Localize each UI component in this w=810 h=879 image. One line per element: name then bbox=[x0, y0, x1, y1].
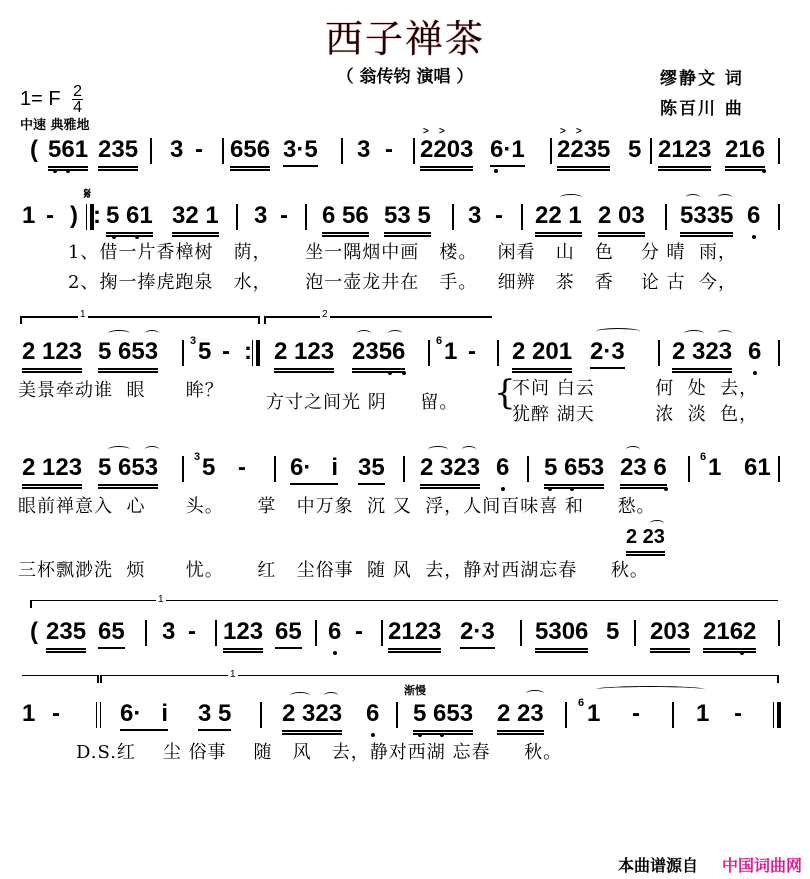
note: 1 bbox=[22, 202, 36, 229]
low-octave-dot bbox=[740, 651, 744, 655]
volta-end-line bbox=[22, 675, 98, 676]
low-octave-dot bbox=[418, 733, 422, 737]
note-group: 2123 bbox=[658, 136, 711, 171]
double-barline bbox=[100, 702, 101, 728]
barline bbox=[222, 138, 224, 164]
barline bbox=[182, 456, 184, 482]
lyric: 随 bbox=[253, 742, 273, 763]
dash: - bbox=[188, 618, 196, 645]
note-group: 5335 bbox=[680, 202, 733, 237]
lyric: 忧。 bbox=[185, 560, 224, 581]
grace-note: 6 bbox=[578, 697, 585, 709]
barline bbox=[182, 340, 184, 366]
dash: 61 bbox=[744, 454, 771, 481]
accent-mark: > bbox=[560, 126, 566, 137]
lyric: 1、借一片香樟树 bbox=[68, 242, 214, 263]
lyric: 荫， bbox=[233, 242, 272, 263]
barline bbox=[150, 138, 152, 164]
volta-tick bbox=[258, 316, 260, 324]
lyric: 坐一隅烟中画 bbox=[305, 242, 420, 263]
lyrics-line-6 bbox=[76, 738, 562, 764]
grace-note: 3 bbox=[194, 451, 201, 463]
lyrics-line-3-c2 bbox=[512, 400, 758, 426]
low-octave-dot bbox=[402, 371, 406, 375]
volta-2-number: 2 bbox=[322, 309, 328, 320]
lyrics-verse-2-line-4 bbox=[18, 556, 649, 582]
lyric: 水， bbox=[233, 272, 272, 293]
lyric: 山 bbox=[555, 242, 575, 263]
note: 5 bbox=[202, 454, 216, 481]
barline bbox=[634, 620, 636, 646]
note: 6 bbox=[328, 618, 342, 645]
time-sig-bottom: 4 bbox=[73, 99, 83, 116]
volta-1-bracket bbox=[30, 600, 778, 601]
barline bbox=[672, 702, 674, 728]
final-barline bbox=[773, 702, 774, 728]
lyrics-line-3-b bbox=[266, 388, 458, 414]
dash: - bbox=[495, 202, 503, 229]
barline bbox=[650, 138, 652, 164]
note-group: 656 bbox=[230, 136, 270, 171]
low-octave-dot bbox=[66, 169, 70, 173]
barline bbox=[688, 456, 690, 482]
lyric: 忘春 bbox=[452, 742, 491, 763]
note-group: 2 323 bbox=[420, 454, 480, 489]
volta-1-bracket bbox=[20, 316, 260, 318]
barline bbox=[215, 620, 217, 646]
slur bbox=[626, 446, 640, 453]
lyric: 心 bbox=[126, 496, 146, 517]
dash: - bbox=[468, 338, 476, 365]
note-group: 2 03 bbox=[598, 202, 645, 237]
segno-icon: 𝄋 bbox=[84, 184, 91, 203]
lyric: 分 bbox=[640, 242, 660, 263]
note-group: 2356 bbox=[352, 338, 405, 373]
note-group: 6·1 bbox=[490, 136, 525, 167]
lyric: 白云 bbox=[556, 378, 595, 399]
lyric: 愁。 bbox=[617, 496, 656, 517]
tie bbox=[595, 686, 705, 693]
lyricist-credit: 缪静文 词 bbox=[660, 69, 744, 89]
source-site-link[interactable]: 中国词曲网 bbox=[721, 856, 802, 875]
note-group: 2203 bbox=[420, 136, 473, 171]
low-octave-dot bbox=[570, 487, 574, 491]
volta-tick bbox=[20, 316, 22, 324]
volta-tick bbox=[100, 675, 102, 683]
singer-credit: （ 翁传钧 演唱 ） bbox=[336, 67, 474, 87]
volta-tick bbox=[264, 316, 266, 324]
lyric: 2、掬一捧虎跑泉 bbox=[68, 272, 214, 293]
time-sig-top: 2 bbox=[73, 83, 83, 100]
low-octave-dot bbox=[494, 169, 498, 173]
low-octave-dot bbox=[752, 235, 756, 239]
dash: - bbox=[385, 136, 393, 163]
lyric: 人间百味喜 bbox=[463, 496, 559, 517]
barline bbox=[145, 620, 147, 646]
low-octave-dot bbox=[53, 169, 57, 173]
note: 6 bbox=[366, 700, 380, 727]
lyric: 细辨 bbox=[497, 272, 536, 293]
note: 1 bbox=[708, 454, 722, 481]
note-group: 2123 bbox=[388, 618, 441, 653]
volta-2-bracket bbox=[264, 316, 492, 318]
note-group: 65 bbox=[98, 618, 125, 649]
note-group: 53 5 bbox=[384, 202, 431, 237]
low-octave-dot bbox=[664, 487, 668, 491]
lyric: 眼 bbox=[126, 380, 146, 401]
note: 1 bbox=[22, 700, 36, 727]
lyric: 浓 bbox=[655, 404, 675, 425]
final-barline bbox=[777, 702, 781, 728]
lyric-brace: { bbox=[494, 373, 516, 413]
note: 3 bbox=[254, 202, 268, 229]
note-group: 2·3 bbox=[460, 618, 495, 649]
barline bbox=[260, 702, 262, 728]
barline bbox=[778, 456, 780, 482]
lyric: 静对西湖 bbox=[369, 742, 446, 763]
dash: - bbox=[222, 338, 230, 365]
key-label: 1= F bbox=[20, 87, 61, 110]
barline bbox=[274, 456, 276, 482]
lyric: 色 bbox=[594, 242, 614, 263]
lyric: D.S.红 bbox=[76, 742, 136, 763]
slur bbox=[686, 194, 700, 201]
dash: - bbox=[52, 700, 60, 727]
note: 1 bbox=[696, 700, 710, 727]
slur bbox=[718, 194, 732, 201]
repeat-dots: : bbox=[93, 202, 101, 229]
barline bbox=[778, 340, 780, 366]
lyric: 湖天 bbox=[556, 404, 595, 425]
note-group: 5 653 bbox=[98, 338, 158, 373]
slur bbox=[684, 330, 704, 337]
dash: - bbox=[195, 136, 203, 163]
grace-note: 6 bbox=[436, 335, 443, 347]
barline bbox=[497, 340, 499, 366]
lyric: 香 bbox=[594, 272, 614, 293]
ritardando-marking: 渐慢 bbox=[404, 684, 426, 697]
accent-mark: > bbox=[423, 126, 429, 137]
note-group: 2 323 bbox=[282, 700, 342, 735]
note: 6· bbox=[290, 454, 312, 481]
lyric: 楼。 bbox=[439, 242, 478, 263]
note: 1 bbox=[444, 338, 458, 365]
lyric: 方寸之间光 bbox=[266, 392, 361, 413]
note-group: 2162 bbox=[703, 618, 756, 653]
note-group: 2 123 bbox=[22, 338, 82, 373]
slur bbox=[462, 446, 476, 453]
lyric: 色， bbox=[720, 404, 759, 425]
grace-note: 6 bbox=[700, 451, 707, 463]
slur bbox=[108, 446, 130, 453]
barline bbox=[527, 456, 529, 482]
lyric: 三杯飘渺洗 bbox=[18, 560, 113, 581]
note-high: i bbox=[161, 700, 169, 727]
low-octave-dot bbox=[371, 733, 375, 737]
note-group: 23 6 bbox=[620, 454, 667, 489]
lyric: 秋。 bbox=[524, 742, 563, 763]
low-octave-dot bbox=[762, 169, 766, 173]
repeat-dots: : bbox=[244, 338, 252, 365]
lyric: 随 bbox=[367, 560, 387, 581]
grace-note: 3 bbox=[190, 335, 197, 347]
note-group: 3 5 bbox=[198, 700, 231, 731]
lyric: 雨， bbox=[699, 242, 737, 263]
dash: - bbox=[355, 618, 363, 645]
lyric: 泡一壶龙井在 bbox=[305, 272, 420, 293]
lyric: 处 bbox=[687, 378, 707, 399]
note-group: 2·3 bbox=[590, 338, 625, 369]
note-group: 6 56 bbox=[322, 202, 369, 237]
lyric: 不问 bbox=[512, 378, 550, 399]
lyric: 风 bbox=[392, 560, 412, 581]
volta-1-number: 1 bbox=[80, 309, 86, 320]
lyric: 眼前禅意入 bbox=[18, 496, 113, 517]
slur bbox=[290, 692, 310, 699]
note-group: 5 653 bbox=[544, 454, 604, 489]
note-group: 561 bbox=[48, 136, 88, 171]
barline bbox=[413, 138, 415, 164]
lyric: 古 bbox=[666, 272, 686, 293]
note-group: 5 653 bbox=[98, 454, 158, 489]
lyric: 中万象 bbox=[296, 496, 354, 517]
note: 6· bbox=[120, 700, 142, 727]
lyric: 闲看 bbox=[497, 242, 536, 263]
dash: - bbox=[632, 700, 640, 727]
lyric: 和 bbox=[564, 496, 584, 517]
note: 3 bbox=[357, 136, 371, 163]
time-signature bbox=[72, 84, 83, 115]
lyric: 烦 bbox=[126, 560, 146, 581]
lyrics-verse-2-line-2 bbox=[68, 268, 737, 294]
note-group: 3·5 bbox=[283, 136, 318, 167]
note: 3 bbox=[170, 136, 184, 163]
lyrics-verse-1-line-4 bbox=[18, 492, 656, 518]
slur bbox=[428, 446, 448, 453]
volta-tick bbox=[30, 600, 32, 608]
fermata-slur bbox=[526, 690, 544, 697]
note-group: 235 bbox=[98, 136, 138, 171]
note-group: 2 201 bbox=[512, 338, 572, 373]
note-group: 5 653 bbox=[413, 700, 473, 735]
lyric: 去， bbox=[331, 742, 370, 763]
barline bbox=[565, 702, 567, 728]
lyric: 去， bbox=[425, 560, 464, 581]
lyrics-verse-1-line-2 bbox=[68, 238, 737, 264]
slur bbox=[145, 330, 159, 337]
barline bbox=[381, 620, 383, 646]
lyric: 又 bbox=[392, 496, 412, 517]
barline bbox=[778, 204, 780, 230]
lyric: 手。 bbox=[439, 272, 478, 293]
lyric: 今， bbox=[699, 272, 737, 293]
lyric: 头。 bbox=[185, 496, 224, 517]
note-group: 2 123 bbox=[22, 454, 82, 489]
barline bbox=[305, 204, 307, 230]
accent-mark: > bbox=[576, 126, 582, 137]
barline bbox=[658, 340, 660, 366]
note: 6 bbox=[748, 338, 762, 365]
slur bbox=[388, 330, 402, 337]
slur bbox=[357, 330, 371, 337]
lyric: 淡 bbox=[687, 404, 707, 425]
barline bbox=[778, 620, 780, 646]
barline bbox=[236, 204, 238, 230]
song-title: 西子禅茶 bbox=[324, 17, 485, 61]
repeat-end-barline bbox=[252, 340, 260, 366]
lyric: 阴 bbox=[367, 392, 387, 413]
low-octave-dot bbox=[388, 371, 392, 375]
note-group: 2235 bbox=[557, 136, 610, 171]
slur bbox=[718, 330, 732, 337]
note: 1 bbox=[587, 700, 601, 727]
lyric: 沉 bbox=[367, 496, 387, 517]
lyric: 论 bbox=[640, 272, 660, 293]
dash: - bbox=[280, 202, 288, 229]
volta-tick bbox=[777, 675, 779, 683]
lyric: 红 bbox=[257, 560, 277, 581]
volta-1-bracket bbox=[100, 675, 778, 676]
note-group bbox=[120, 700, 168, 731]
dash: - bbox=[734, 700, 742, 727]
barline bbox=[396, 702, 398, 728]
barline bbox=[778, 138, 780, 164]
lyric: 留。 bbox=[420, 392, 459, 413]
lyric: 俗事 bbox=[188, 742, 227, 763]
slur bbox=[145, 446, 159, 453]
note-group: 2 23 bbox=[497, 700, 544, 735]
barline bbox=[665, 204, 667, 230]
barline bbox=[550, 138, 552, 164]
note-group: 203 bbox=[650, 618, 690, 653]
paren-close: ) bbox=[70, 202, 78, 229]
lyric: 风 bbox=[292, 742, 312, 763]
slur bbox=[108, 330, 130, 337]
note-group: 2 23 bbox=[626, 526, 665, 556]
lyric: 茶 bbox=[555, 272, 575, 293]
note: 6 bbox=[747, 202, 761, 229]
note: 5 bbox=[606, 618, 620, 645]
note-group: 123 bbox=[223, 618, 263, 653]
volta-tick bbox=[97, 675, 99, 683]
slur bbox=[596, 328, 640, 335]
accent-mark: > bbox=[439, 126, 445, 137]
dash: - bbox=[238, 454, 246, 481]
lyric: 眸？ bbox=[185, 380, 224, 401]
note-group bbox=[290, 454, 338, 485]
barline bbox=[428, 340, 430, 366]
low-octave-dot bbox=[501, 487, 505, 491]
volta-1-number: 1 bbox=[158, 594, 164, 605]
note: 5 bbox=[198, 338, 212, 365]
note: 3 bbox=[468, 202, 482, 229]
note-high: i bbox=[331, 454, 339, 481]
note-group: 32 1 bbox=[172, 202, 219, 237]
note-group: 65 bbox=[275, 618, 302, 649]
note-group: 22 1 bbox=[535, 202, 582, 237]
note-group: 2 123 bbox=[274, 338, 334, 373]
dash: - bbox=[46, 202, 54, 229]
barline bbox=[341, 138, 343, 164]
barline bbox=[520, 620, 522, 646]
note-group: 35 bbox=[358, 454, 385, 485]
tempo-marking: 中速 典雅地 bbox=[20, 118, 90, 133]
barline bbox=[403, 456, 405, 482]
low-octave-dot bbox=[440, 733, 444, 737]
low-octave-dot bbox=[333, 651, 337, 655]
note-group: 2 323 bbox=[672, 338, 732, 373]
lyric: 尘 bbox=[162, 742, 182, 763]
key-signature bbox=[20, 84, 83, 115]
slur bbox=[560, 194, 582, 201]
note-group: 5306 bbox=[535, 618, 588, 653]
lyric: 尘俗事 bbox=[296, 560, 354, 581]
volta-1-number: 1 bbox=[230, 669, 236, 680]
lyrics-line-3-a bbox=[18, 376, 224, 402]
composer-credit: 陈百川 曲 bbox=[660, 99, 744, 119]
note-group: 5 61 bbox=[106, 202, 153, 237]
paren-open: ( bbox=[30, 136, 38, 163]
lyric: 掌 bbox=[257, 496, 277, 517]
paren-open: ( bbox=[30, 618, 38, 645]
lyric: 秋。 bbox=[610, 560, 649, 581]
note-group: 235 bbox=[46, 618, 86, 653]
source-label: 本曲谱源自 bbox=[617, 856, 698, 875]
lyrics-line-3-c1 bbox=[512, 374, 758, 400]
note-group: 216 bbox=[725, 136, 765, 171]
lyric: 浮， bbox=[425, 496, 464, 517]
note: 5 bbox=[628, 136, 642, 163]
lyric: 犹醉 bbox=[512, 404, 550, 425]
lyric: 晴 bbox=[666, 242, 686, 263]
barline bbox=[315, 620, 317, 646]
double-barline bbox=[96, 702, 97, 728]
barline bbox=[521, 204, 523, 230]
note: 6 bbox=[496, 454, 510, 481]
lyric: 去， bbox=[720, 378, 759, 399]
slur bbox=[324, 692, 338, 699]
lyric: 静对西湖忘春 bbox=[463, 560, 578, 581]
note: 3 bbox=[162, 618, 176, 645]
lyric: 美景牵动谁 bbox=[18, 380, 113, 401]
low-octave-dot bbox=[548, 487, 552, 491]
lyric: 何 bbox=[655, 378, 675, 399]
barline bbox=[452, 204, 454, 230]
